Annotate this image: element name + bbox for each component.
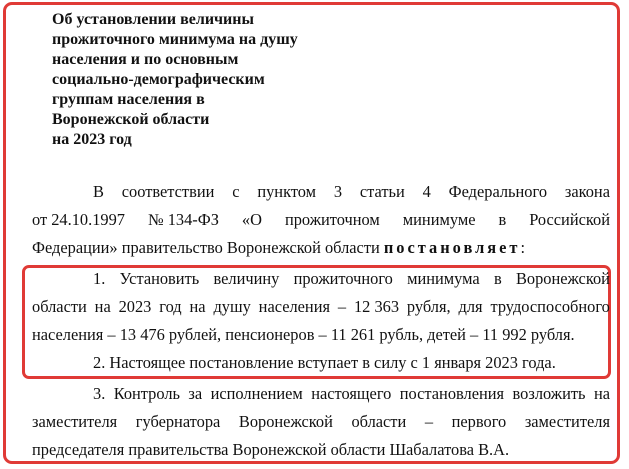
- word: населения: [258, 297, 331, 316]
- word: Российской: [529, 210, 610, 229]
- word: –: [337, 297, 347, 316]
- item-1-line: населения – 13 476 рублей, пенсионеров – 11 261 рубль, детей – 11 992 рубля.: [32, 325, 575, 344]
- word: губернатора: [135, 412, 221, 431]
- word: «О: [241, 210, 262, 229]
- word: возложить: [512, 384, 586, 403]
- word: области: [351, 412, 407, 431]
- word: В: [93, 182, 104, 201]
- item-2-paragraph: 2. Настоящее постановление вступает в силу с 1 января 2023 года.: [93, 353, 556, 372]
- title-line: Воронежской области: [52, 111, 210, 128]
- word: заместителя: [32, 412, 118, 431]
- word: год: [159, 297, 182, 316]
- title-line: Об установлении величины: [52, 11, 254, 28]
- word: 2023: [118, 297, 152, 316]
- word: заместителя: [524, 412, 610, 431]
- word: на: [593, 384, 610, 403]
- word: рубля,: [406, 297, 451, 316]
- word: 3: [333, 182, 343, 201]
- word: Федерального: [448, 182, 548, 201]
- word: 4: [422, 182, 431, 201]
- word: первого: [451, 412, 507, 431]
- title-line: населения и по основным: [52, 51, 239, 68]
- word: величину: [213, 269, 280, 288]
- word: пунктом: [257, 182, 317, 201]
- word: Установить: [119, 269, 200, 288]
- word: Воронежской: [238, 412, 333, 431]
- title-line: социально-демографическим: [52, 71, 265, 88]
- item-3-line: председателя правительства Воронежской области Шабалатова В.А.: [32, 440, 510, 459]
- word: прожиточном: [284, 210, 380, 229]
- word: на: [189, 297, 206, 316]
- word: за: [188, 384, 203, 403]
- word: трудоспособного: [490, 297, 610, 316]
- word: для: [458, 297, 483, 316]
- word: –: [424, 412, 434, 431]
- word: Воронежской: [515, 269, 610, 288]
- word: с: [232, 182, 240, 201]
- word: области: [32, 297, 87, 316]
- title-line: прожиточного минимума на душу: [52, 31, 298, 48]
- word: на: [94, 297, 111, 316]
- item-3-line: [93, 383, 610, 405]
- preamble-line: [93, 181, 610, 203]
- word: в: [498, 210, 507, 229]
- word: душу: [213, 297, 251, 316]
- preamble-text: Федерации» правительство Воронежской области: [32, 238, 384, 257]
- word: 12 363: [353, 297, 400, 316]
- title-line: группам населения в: [52, 91, 205, 108]
- punctuation: :: [520, 238, 526, 257]
- word: минимуме: [402, 210, 476, 229]
- item-3-line: [32, 411, 610, 433]
- word: закона: [564, 182, 610, 201]
- word: № 134-ФЗ: [147, 210, 219, 229]
- word: прожиточного: [293, 269, 393, 288]
- word: исполнением: [210, 384, 303, 403]
- word: минимума: [407, 269, 480, 288]
- title-line: на 2023 год: [52, 131, 132, 148]
- preamble-line: [32, 237, 525, 259]
- word: статьи: [359, 182, 405, 201]
- word: соответствии: [121, 182, 215, 201]
- word: Контроль: [113, 384, 180, 403]
- item-1-line: [93, 268, 610, 290]
- word: настоящего: [311, 384, 392, 403]
- word: от 24.10.1997: [32, 210, 125, 229]
- item-1-line: [32, 296, 610, 318]
- preamble-line: [32, 209, 610, 231]
- word: в: [493, 269, 502, 288]
- decree-keyword: постановляет: [383, 238, 521, 257]
- word: постановления: [399, 384, 505, 403]
- word: 1.: [93, 269, 106, 288]
- word: 3.: [93, 384, 106, 403]
